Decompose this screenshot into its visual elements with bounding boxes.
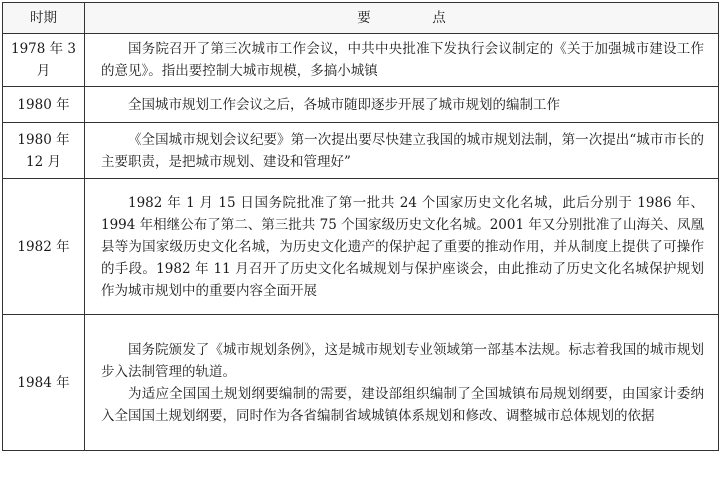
period-cell: 1982 年 [3, 179, 85, 315]
table-row [3, 315, 719, 451]
key-points-cell [85, 34, 719, 87]
key-points-cell [85, 123, 719, 179]
table-row [3, 34, 719, 87]
period-column-header: 时期 [3, 3, 85, 34]
key-points-cell [85, 179, 719, 315]
history-table [2, 2, 719, 451]
key-point-paragraph: 国务院召开了第三次城市工作会议，中共中央批准下发执行会议制定的《关于加强城市建设工作的意见》。指出要控制大城市规模，多搞小城镇 [101, 41, 704, 79]
period-cell: 1980 年 [3, 87, 85, 123]
table-row [3, 123, 719, 179]
period-cell: 1980 年 12 月 [3, 123, 85, 179]
key-points-column-header [85, 3, 719, 34]
key-points-cell [85, 87, 719, 123]
period-cell: 1984 年 [3, 315, 85, 451]
key-point-paragraph: 1982 年 1 月 15 日国务院批准了第一批共 24 个国家历史文化名城，此后分别于 1986 年、1994 年相继公布了第二、第三批共 75 个国家级历史文化名城。2001 年又分别批准了山海关、凤凰县等为国家级历史文化名城，为历史文化遗产的保护起了重要的推动作用，并从制度上提供了可操作的手段。1982 年 11 月召开了历史文化名城规划与保护座谈会，由此推动了历史文化名城保护规划作为城市规划中的重要内容全面开展 [101, 194, 704, 299]
key-point-paragraph: 为适应全国国土规划纲要编制的需要，建设部组织编制了全国城镇布局规划纲要，由国家计委纳入全国国土规划纲要，同时作为各省编制省域城镇体系规划和修改、调整城市总体规划的依据 [101, 385, 704, 424]
key-points-cell [85, 315, 719, 451]
key-point-paragraph: 国务院颁发了《城市规划条例》，这是城市规划专业领域第一部基本法规。标志着我国的城市规划步入法制管理的轨道。 [101, 341, 704, 380]
key-points-header-text: 要 点 [357, 10, 470, 26]
table-row [3, 179, 719, 315]
table-row [3, 87, 719, 123]
header-row [3, 3, 719, 34]
key-point-paragraph: 全国城市规划工作会议之后，各城市随即逐步开展了城市规划的编制工作 [128, 96, 560, 113]
period-cell: 1978 年 3 月 [3, 34, 85, 87]
key-point-paragraph: 《全国城市规划会议纪要》第一次提出要尽快建立我国的城市规划法制，第一次提出“城市市长的主要职责，是把城市规划、建设和管理好” [101, 131, 704, 170]
